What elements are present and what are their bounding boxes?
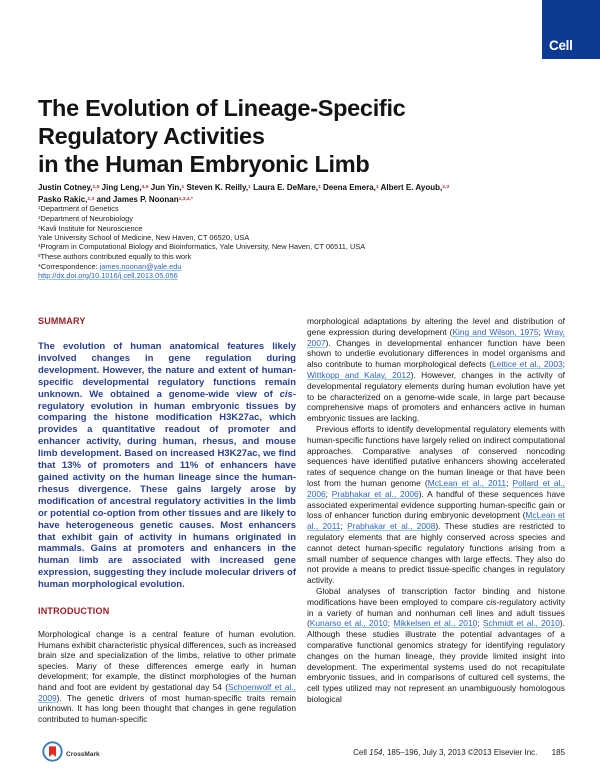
affiliations-block [38, 205, 578, 280]
text-segment: 3 [38, 224, 41, 230]
text-segment: cis [486, 596, 497, 607]
citation-link[interactable]: Wray, 2007 [307, 326, 565, 348]
journal-badge [542, 0, 600, 59]
text-segment: ). However, changes in the activity of developmental regulatory elements during human evolution have yet to be characterized on a genome-wide scale, in large part because comprehensive maps of promoters and enhancers active in human embryonic tissues are lacking. [307, 369, 565, 424]
text-segment: 4,5 [141, 184, 149, 190]
journal-badge-label: Cell [549, 38, 573, 53]
text-segment: 1 [248, 184, 251, 190]
introduction-heading: INTRODUCTION [38, 606, 110, 617]
text-segment: Kavli Institute for Neuroscience [40, 223, 143, 233]
text-segment: Program in Computational Biology and Bioinformatics, Yale University, New Haven, CT 06511, USA [40, 242, 366, 252]
citation-link[interactable]: Mikkelsen et al., 2010 [393, 618, 478, 629]
citation-link[interactable]: Wittkopp and Kalay, 2012 [307, 369, 411, 380]
text-segment: 5 [38, 252, 41, 258]
citation-link[interactable]: Prabhakar et al., 2006 [331, 488, 419, 499]
text-segment: 1,3,4,* [178, 196, 193, 202]
body-paragraph [307, 424, 565, 586]
text-segment: -regulatory activity in a variety of human and nonhuman cell lines and adult tissues ( [307, 596, 566, 629]
authors-line1 [38, 183, 578, 195]
text-segment: 4 [38, 243, 41, 249]
text-segment: 2 [38, 214, 41, 220]
text-segment: These authors contributed equally to this work [40, 251, 192, 261]
text-segment: 1 [38, 204, 41, 210]
citation-link[interactable]: http://dx.doi.org/10.1016/j.cell.2013.05.056 [38, 270, 178, 280]
text-segment: *Correspondence: [38, 261, 100, 271]
page-title-line2: Regulatory Activities [38, 123, 265, 149]
text-segment: ). Although these studies illustrate the potential advantages of a comparative functional genomics strategy for identifying regulatory changes on the human lineage, they provide limited insight into development. The experimental systems used do not recapitulate embryonic tissues, and in comparisons of cultured cell systems, the cell types utilized may not represent an unambiguously homologous biological [307, 618, 566, 704]
page-title [38, 94, 578, 178]
text-segment: 1,5 [92, 184, 100, 190]
text-segment: Jing Leng, [99, 183, 142, 192]
text-segment: ; [538, 326, 544, 337]
citation-link[interactable]: james.noonan@yale.edu [99, 261, 182, 271]
text-segment: 1 [318, 184, 321, 190]
text-segment: Pasko Rakic, [38, 194, 88, 204]
text-segment: Justin Cotney, [38, 183, 93, 192]
text-segment: Laura E. DeMare, [250, 183, 318, 192]
footer-citation [353, 748, 565, 757]
affiliation-line [38, 272, 578, 281]
text-segment: cis [279, 388, 293, 400]
citation-link[interactable]: Prabhakar et al., 2008 [347, 521, 436, 532]
body-paragraph [307, 316, 565, 424]
text-segment: 2,3 [442, 184, 450, 190]
text-segment: 1 [375, 184, 379, 190]
citation-link[interactable]: Pollard et al., 2006 [307, 477, 565, 499]
citation-link[interactable]: Schmidt et al., 2010 [482, 618, 560, 629]
citation-link[interactable]: King and Wilson, 1975 [452, 326, 539, 337]
text-segment: ; [562, 359, 565, 370]
intro-paragraph [38, 629, 296, 724]
text-segment: Albert E. Ayoub, [378, 183, 443, 192]
text-segment: Morphological change is a central feature of human evolution. Humans exhibit characteristic physical differences, such as increased brain size and specialization of the limbs, relative to other primate species. Many of these differences emerge early in human development; for example, the distinct morphologies of the human hand and foot are evident by gestational day 54 ( [38, 629, 296, 692]
text-segment: -regulatory evolution in human embryonic tissues by comparing the histone modification H3K27ac, which provides a quantitative readout of promoter and enhancer activity, during human, rhesus, and mouse limb development. Based on increased H3K27ac, we find that 13% of promoters and 11% of enhancers have gained activity on the human lineage since the human-rhesus divergence. These gains largely arose by modification of ancestral regulatory activities in the limb or potential co-option from other tissues and are likely to have heterogeneous genetic causes. Most enhancers that exhibit gain of activity in humans originated in mammals. Gains at promoters and enhancers in the human limb are associated with increased gene expression, suggesting they include molecular drivers of human morphological evolution. [38, 388, 296, 591]
text-segment: The evolution of human anatomical features likely involved changes in gene regulation during development. However, the nature and extent of human-specific developmental regulatory functions remain unknown. We obtained a genome-wide view of [38, 341, 296, 400]
citation-link[interactable]: Schoenwolf et al., 2009 [38, 682, 296, 703]
body-paragraph [307, 586, 565, 705]
text-segment: ; [477, 618, 483, 629]
text-segment: Steven K. Reilly, [184, 183, 249, 192]
text-segment: Jun Yin, [148, 183, 182, 192]
text-segment: morphological adaptations by altering the level and distribution of gene expression during development ( [307, 316, 565, 337]
text-segment: ). The genetic drivers of most human-specific traits remain unknown. It has long been thought that changes in gene regulation contributed to human-specific [38, 692, 296, 724]
text-segment: Deena Emera, [320, 183, 376, 192]
crossmark-badge[interactable] [42, 741, 100, 767]
text-segment: , 185–196, July 3, 2013 ©2013 Elsevier Inc. [382, 748, 538, 757]
text-segment: ). A handful of these sequences have associated experimental evidence supporting human-specific gain or loss of enhancer function during embryonic development ( [307, 488, 565, 521]
column-left [38, 316, 296, 733]
crossmark-label: CrossMark [66, 750, 100, 758]
text-segment: ). Changes in developmental enhancer function have been shown to underlie evolutionary differences in model organisms and also contribute to human morphological defects ( [307, 337, 565, 370]
citation-link[interactable]: Lettice et al., 2003 [492, 359, 563, 370]
citation-link[interactable]: Kunarso et al., 2010 [309, 618, 388, 629]
text-segment: 1 [181, 184, 185, 190]
text-segment: 154 [369, 748, 383, 757]
text-segment: Global analyses of transcription factor binding and histone modifications have been employed to compare [307, 585, 565, 607]
text-segment: Department of Genetics [40, 204, 119, 213]
citation-link[interactable]: McLean et al., 2011 [307, 510, 565, 532]
authors-block [38, 183, 578, 207]
footer-page-number: 185 [551, 748, 565, 757]
column-right [307, 316, 565, 705]
page-title-line1: The Evolution of Lineage-Specific [38, 95, 406, 121]
text-segment: ; [340, 521, 348, 532]
summary-text [38, 341, 296, 591]
citation-link[interactable]: McLean et al., 2011 [427, 477, 507, 488]
text-segment: Yale University School of Medicine, New Haven, CT 06520, USA [38, 233, 250, 243]
crossmark-icon [42, 741, 63, 767]
footer-citation-text [353, 748, 537, 757]
text-segment: ; [506, 477, 513, 488]
text-segment: Department of Neurobiology [40, 213, 133, 223]
text-segment: ). These studies are restricted to regulatory elements that are highly conserved across species and cannot detect human-specific regulatory functions arising from a small number of sequence changes with large effects. They also do not provide a means to predict tissue-specific changes in regulatory activity. [307, 521, 565, 586]
summary-heading: SUMMARY [38, 316, 86, 326]
page-title-line3: in the Human Embryonic Limb [38, 151, 370, 177]
text-segment: Cell [353, 748, 370, 757]
text-segment: ; [325, 488, 332, 499]
text-segment: and James P. Noonan [94, 194, 179, 204]
text-segment: 2,3 [87, 196, 95, 202]
text-segment: Previous efforts to identify developmental regulatory elements with human-specific functions have largely relied on indirect computational approaches. Comparative analyses of conserved noncoding sequences have identified putative enhancers showing accelerated rates of sequence change on the human lineage or that have been lost from the human genome ( [307, 423, 565, 488]
text-segment: ; [387, 618, 394, 629]
